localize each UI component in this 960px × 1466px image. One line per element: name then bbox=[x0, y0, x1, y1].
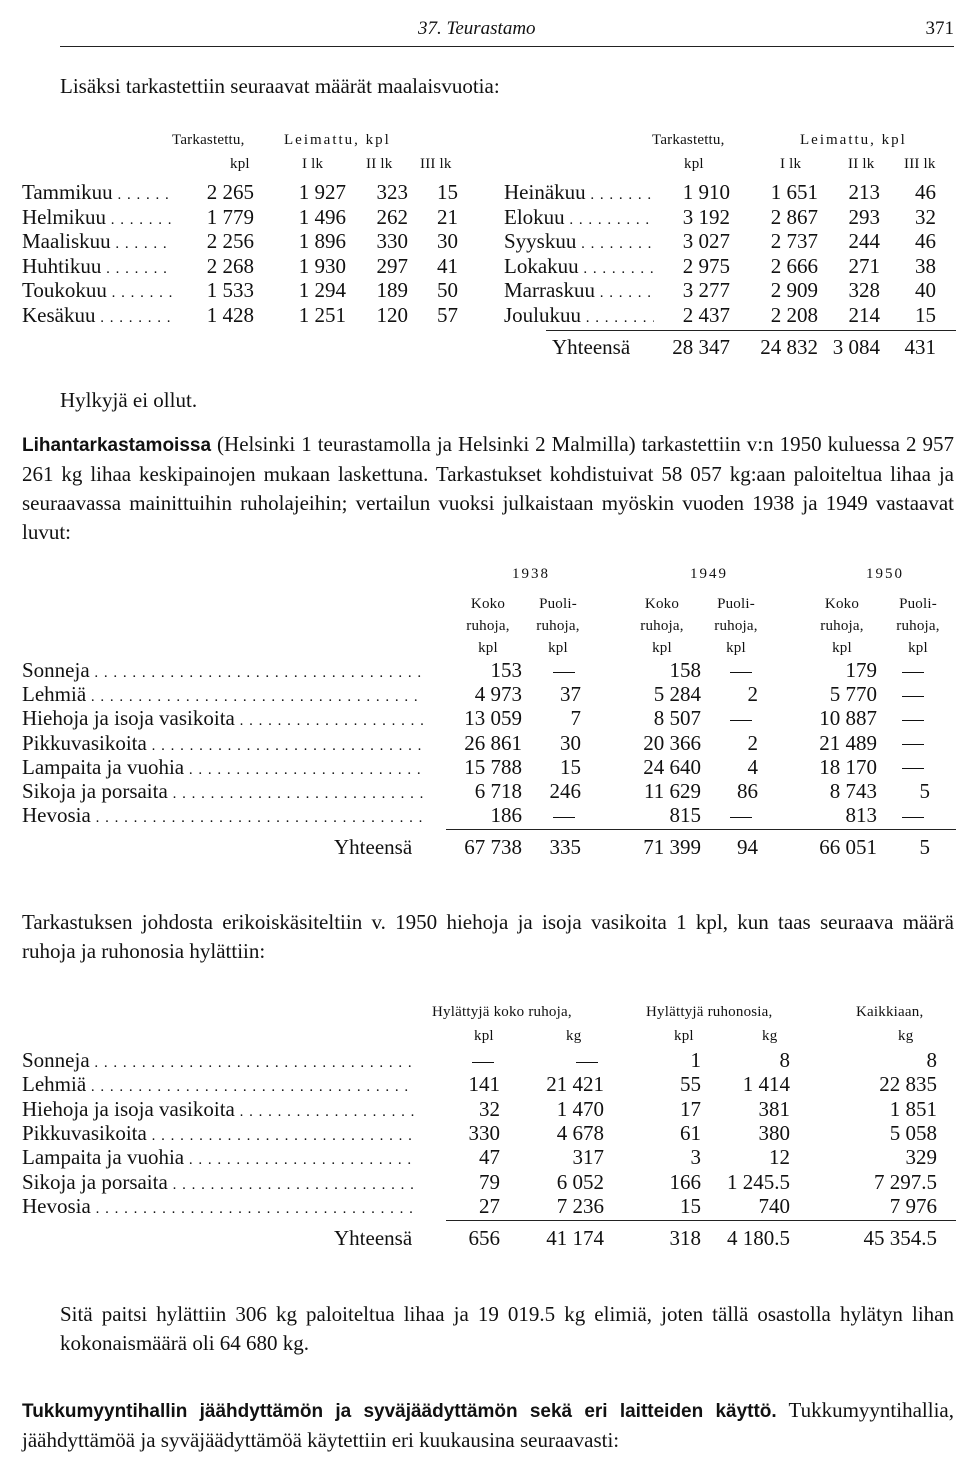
count-value bbox=[724, 658, 758, 683]
month-label: Elokuu . . . bbox=[504, 205, 654, 230]
column-header: kpl bbox=[726, 640, 746, 656]
category-label: Hevosia . . . bbox=[22, 1194, 414, 1219]
paragraph-body: Tukkumyyntihallia, jäähdyttämöä ja syväjäädyttämöä käytettiin eri kuukausina seuraavasti: bbox=[22, 1398, 954, 1452]
column-header: ruhoja, bbox=[466, 618, 510, 634]
unit-header: kpl bbox=[674, 1028, 694, 1044]
reject-value: 7 236 bbox=[556, 1193, 604, 1218]
rejected-table bbox=[0, 1000, 960, 1260]
count-value: 24 640 bbox=[643, 754, 701, 779]
month-label: Tammikuu . . . bbox=[22, 180, 172, 205]
grade3-value: 57 bbox=[437, 302, 458, 327]
cooling-paragraph bbox=[22, 1396, 954, 1455]
column-header: Koko bbox=[470, 596, 506, 612]
inspected-value: 3 277 bbox=[682, 278, 730, 302]
count-value: 7 bbox=[570, 706, 581, 731]
reject-value: 7 976 bbox=[889, 1193, 937, 1218]
column-subheader: kpl bbox=[684, 156, 704, 172]
intro-text: Lisäksi tarkastettiin seuraavat määrät maalaisvuotia: bbox=[60, 74, 500, 98]
category-label: Hevosia . . . bbox=[22, 803, 424, 828]
category-label: Lampaita ja vuohia . . . bbox=[22, 1145, 414, 1170]
count-value: 18 170 bbox=[819, 754, 877, 779]
category-label: Sikoja ja porsaita . . . bbox=[22, 1170, 414, 1195]
header-rule bbox=[60, 46, 954, 47]
reject-value: 12 bbox=[769, 1145, 790, 1170]
count-value: 21 489 bbox=[819, 730, 877, 755]
reject-value: 22 835 bbox=[879, 1072, 937, 1097]
total-rule bbox=[446, 1220, 956, 1221]
reject-value: 141 bbox=[468, 1072, 500, 1097]
grade1-value: 1 251 bbox=[298, 302, 346, 327]
column-header: kpl bbox=[548, 640, 568, 656]
column-header: kpl bbox=[652, 640, 672, 656]
grade1-value: 2 909 bbox=[770, 278, 818, 302]
month-label: Maaliskuu . . . bbox=[22, 229, 172, 254]
page-header bbox=[0, 0, 960, 58]
total-grade1: 24 832 bbox=[760, 335, 818, 359]
inspected-value: 3 027 bbox=[682, 229, 730, 253]
month-label: Toukokuu . . . bbox=[22, 278, 172, 303]
paragraph-body: (Helsinki 1 teurastamolla ja Helsinki 2 Malmilla) tarkastettiin v:n 1950 kuluessa 2 957 261 kg lihaa keskipainojen mukaan laskettuna. Tarkastukset kohdistuivat 58 057 kg:aan paloiteltua lihaa ja seuraavassa mainittuihin ruholajeihin; vertailun vuoksi julkaistaan myöskin vuoden 1938 ja 1949 vastaavat luvut: bbox=[22, 432, 954, 544]
count-value: 10 887 bbox=[819, 706, 877, 731]
count-value bbox=[547, 658, 581, 683]
month-label: Joulukuu . . . bbox=[504, 303, 654, 328]
category-label: Lampaita ja vuohia . . . bbox=[22, 755, 424, 780]
grade3-value: 15 bbox=[437, 180, 458, 204]
month-label: Kesäkuu . . . bbox=[22, 303, 172, 328]
category-label: Hiehoja ja isoja vasikoita . . . bbox=[22, 706, 424, 731]
column-subheader: III lk bbox=[420, 156, 452, 172]
reject-value: 166 bbox=[669, 1169, 701, 1194]
column-header: kpl bbox=[478, 640, 498, 656]
total-value: 71 399 bbox=[643, 835, 701, 860]
column-header: Puoli- bbox=[899, 596, 937, 612]
column-header: kpl bbox=[832, 640, 852, 656]
inspected-value: 1 779 bbox=[206, 204, 254, 229]
inspected-value: 1 428 bbox=[206, 302, 254, 327]
rejected-total-paragraph: Sitä paitsi hylättiin 306 kg paloiteltua lihaa ja 19 019.5 kg elimiä, joten tällä osastolla hylätyn lihan kokonaismäärä oli 64 680 kg. bbox=[60, 1302, 954, 1355]
grade3-value: 46 bbox=[915, 229, 936, 253]
reject-value: 3 bbox=[690, 1145, 701, 1170]
count-value: 158 bbox=[669, 658, 701, 682]
column-subheader: III lk bbox=[904, 156, 936, 172]
grade3-value: 15 bbox=[915, 302, 936, 327]
reject-value: 61 bbox=[680, 1120, 701, 1145]
count-value: 8 743 bbox=[829, 779, 877, 803]
column-header: ruhoja, bbox=[820, 618, 864, 634]
page-number: 371 bbox=[925, 18, 954, 39]
grade3-value: 46 bbox=[915, 180, 936, 204]
paragraph-heading: Lihantarkastamoissa bbox=[22, 435, 212, 456]
column-header: Tarkastettu, bbox=[172, 132, 245, 148]
count-value: 2 bbox=[747, 682, 758, 707]
count-value: 4 973 bbox=[474, 682, 522, 707]
reject-value bbox=[570, 1048, 604, 1073]
grade2-value: 330 bbox=[376, 229, 408, 253]
category-label: Lehmiä . . . bbox=[22, 682, 424, 707]
carcass-table bbox=[0, 566, 960, 866]
reject-value: 21 421 bbox=[546, 1072, 604, 1097]
count-value bbox=[896, 755, 930, 780]
total-value: 318 bbox=[669, 1226, 701, 1251]
total-grade2: 3 084 bbox=[832, 335, 880, 359]
total-label: Yhteensä bbox=[552, 335, 631, 359]
reject-value: 1 bbox=[690, 1048, 701, 1072]
count-value: 4 bbox=[747, 754, 758, 779]
reject-value: 1 470 bbox=[556, 1096, 604, 1121]
count-value: 26 861 bbox=[464, 730, 522, 755]
reject-value: 317 bbox=[572, 1145, 604, 1170]
total-value: 656 bbox=[468, 1226, 500, 1251]
total-value: 45 354.5 bbox=[863, 1226, 937, 1251]
grade1-value: 1 496 bbox=[298, 204, 346, 229]
count-value: 86 bbox=[737, 779, 758, 803]
count-value: 813 bbox=[845, 803, 877, 828]
total-value: 67 738 bbox=[464, 835, 522, 860]
count-value bbox=[896, 803, 930, 828]
count-value: 15 bbox=[560, 754, 581, 779]
grade2-value: 214 bbox=[848, 302, 880, 327]
year-header: 1938 bbox=[512, 566, 550, 582]
count-value bbox=[896, 731, 930, 756]
total-label: Yhteensä bbox=[334, 835, 413, 860]
column-subheader: I lk bbox=[780, 156, 802, 172]
count-value bbox=[724, 803, 758, 828]
column-header: Leimattu, kpl bbox=[800, 132, 907, 148]
reject-value: 381 bbox=[758, 1096, 790, 1121]
count-value: 20 366 bbox=[643, 730, 701, 755]
total-rule bbox=[446, 829, 956, 830]
count-value: 6 718 bbox=[474, 779, 522, 803]
grade1-value: 2 737 bbox=[770, 229, 818, 253]
column-subheader: I lk bbox=[302, 156, 324, 172]
total-value: 335 bbox=[549, 835, 581, 860]
inspected-value: 2 975 bbox=[682, 253, 730, 278]
count-value bbox=[896, 706, 930, 731]
reject-value: 329 bbox=[905, 1145, 937, 1170]
grade1-value: 2 208 bbox=[770, 302, 818, 327]
total-label: Yhteensä bbox=[334, 1226, 413, 1251]
reject-value: 32 bbox=[479, 1096, 500, 1121]
reject-value: 17 bbox=[680, 1096, 701, 1121]
month-label: Heinäkuu . . . bbox=[504, 180, 654, 205]
category-label: Lehmiä . . . bbox=[22, 1072, 414, 1097]
column-header: ruhoja, bbox=[714, 618, 758, 634]
column-header: ruhoja, bbox=[896, 618, 940, 634]
reject-value: 1 851 bbox=[889, 1096, 937, 1121]
grade1-value: 2 867 bbox=[770, 204, 818, 229]
count-value bbox=[724, 706, 758, 731]
grade2-value: 262 bbox=[376, 204, 408, 229]
count-value: 8 507 bbox=[653, 706, 701, 731]
inspected-value: 1 910 bbox=[682, 180, 730, 204]
count-value: 179 bbox=[845, 658, 877, 682]
grade1-value: 1 927 bbox=[298, 180, 346, 204]
category-label: Sikoja ja porsaita . . . bbox=[22, 779, 424, 804]
grade3-value: 30 bbox=[437, 229, 458, 253]
total-value: 4 180.5 bbox=[727, 1226, 790, 1251]
total-value: 5 bbox=[919, 835, 930, 860]
grade2-value: 213 bbox=[848, 180, 880, 204]
column-header: Puoli- bbox=[539, 596, 577, 612]
grade2-value: 189 bbox=[376, 278, 408, 302]
category-label: Hiehoja ja isoja vasikoita . . . bbox=[22, 1097, 414, 1122]
total-value: 66 051 bbox=[819, 835, 877, 860]
inspected-value: 2 265 bbox=[206, 180, 254, 204]
count-value: 15 788 bbox=[464, 754, 522, 779]
count-value: 186 bbox=[490, 803, 522, 828]
inspected-value: 2 268 bbox=[206, 253, 254, 278]
column-header: ruhoja, bbox=[640, 618, 684, 634]
hides-table bbox=[0, 128, 960, 358]
category-label: Pikkuvasikoita . . . bbox=[22, 731, 424, 756]
category-label: Sonneja . . . bbox=[22, 658, 424, 683]
reject-value: 55 bbox=[680, 1072, 701, 1097]
count-value: 37 bbox=[560, 682, 581, 707]
grade1-value: 1 896 bbox=[298, 229, 346, 253]
count-value: 815 bbox=[669, 803, 701, 828]
reject-value: 6 052 bbox=[556, 1169, 604, 1194]
grade2-value: 120 bbox=[376, 302, 408, 327]
grade3-value: 50 bbox=[437, 278, 458, 302]
column-header: Koko bbox=[824, 596, 860, 612]
grade1-value: 1 294 bbox=[298, 278, 346, 302]
year-header: 1949 bbox=[690, 566, 728, 582]
grade2-value: 293 bbox=[848, 204, 880, 229]
unit-header: kpl bbox=[474, 1028, 494, 1044]
count-value bbox=[547, 803, 581, 828]
count-value: 30 bbox=[560, 730, 581, 755]
reject-value: 330 bbox=[468, 1120, 500, 1145]
reject-value: 1 414 bbox=[742, 1072, 790, 1097]
count-value bbox=[896, 658, 930, 683]
grade2-value: 244 bbox=[848, 229, 880, 253]
grade1-value: 2 666 bbox=[770, 253, 818, 278]
total-rule bbox=[546, 330, 956, 331]
count-value: 13 059 bbox=[464, 706, 522, 731]
column-subheader: kpl bbox=[230, 156, 250, 172]
grade3-value: 38 bbox=[915, 253, 936, 278]
reject-value: 47 bbox=[479, 1145, 500, 1170]
count-value: 5 770 bbox=[829, 682, 877, 707]
column-header: ruhoja, bbox=[536, 618, 580, 634]
reject-value: 4 678 bbox=[556, 1120, 604, 1145]
paragraph-heading: Tukkumyyntihallin jäähdyttämön ja syväjäädyttämön sekä eri laitteiden käyttö. bbox=[22, 1401, 777, 1422]
count-value: 11 629 bbox=[644, 779, 701, 803]
inspected-value: 2 256 bbox=[206, 229, 254, 253]
grade1-value: 1 930 bbox=[298, 253, 346, 278]
count-value: 5 bbox=[919, 779, 930, 803]
column-header: Hylättyjä koko ruhoja, bbox=[432, 1004, 572, 1020]
reject-value: 740 bbox=[758, 1193, 790, 1218]
column-header: Tarkastettu, bbox=[652, 132, 725, 148]
grade3-value: 32 bbox=[915, 204, 936, 229]
reject-value: 1 245.5 bbox=[727, 1169, 790, 1194]
reject-value: 15 bbox=[680, 1193, 701, 1218]
month-label: Syyskuu . . . bbox=[504, 229, 654, 254]
reject-value bbox=[466, 1048, 500, 1073]
reject-value: 5 058 bbox=[889, 1120, 937, 1145]
reject-value: 380 bbox=[758, 1120, 790, 1145]
reject-value: 8 bbox=[926, 1048, 937, 1072]
total-inspected: 28 347 bbox=[672, 335, 730, 359]
month-label: Lokakuu . . . bbox=[504, 254, 654, 279]
grade3-value: 40 bbox=[915, 278, 936, 302]
column-header: kpl bbox=[908, 640, 928, 656]
running-title: 37. Teurastamo bbox=[418, 18, 536, 39]
inspection-paragraph bbox=[22, 430, 954, 547]
inspected-value: 1 533 bbox=[206, 278, 254, 302]
reject-value: 8 bbox=[779, 1048, 790, 1072]
count-value: 153 bbox=[490, 658, 522, 682]
unit-header: kg bbox=[762, 1028, 778, 1044]
unit-header: kg bbox=[898, 1028, 914, 1044]
count-value bbox=[896, 682, 930, 707]
count-value: 246 bbox=[549, 779, 581, 803]
inspected-value: 3 192 bbox=[682, 204, 730, 229]
year-header: 1950 bbox=[866, 566, 904, 582]
total-grade3: 431 bbox=[904, 335, 936, 359]
column-subheader: II lk bbox=[366, 156, 393, 172]
total-value: 41 174 bbox=[546, 1226, 604, 1251]
grade3-value: 21 bbox=[437, 204, 458, 229]
inspected-value: 2 437 bbox=[682, 302, 730, 327]
count-value: 5 284 bbox=[653, 682, 701, 707]
grade2-value: 271 bbox=[848, 253, 880, 278]
grade1-value: 1 651 bbox=[770, 180, 818, 204]
reject-value: 27 bbox=[479, 1193, 500, 1218]
category-label: Sonneja . . . bbox=[22, 1048, 414, 1073]
grade2-value: 297 bbox=[376, 253, 408, 278]
special-treatment-paragraph: Tarkastuksen johdosta erikoiskäsiteltiin v. 1950 hiehoja ja isoja vasikoita 1 kpl, kun taas seuraava määrä ruhoja ja ruhonosia hylättiin: bbox=[22, 910, 954, 963]
column-header: Puoli- bbox=[717, 596, 755, 612]
grade3-value: 41 bbox=[437, 253, 458, 278]
reject-value: 7 297.5 bbox=[874, 1169, 937, 1194]
grade2-value: 328 bbox=[848, 278, 880, 302]
total-value: 94 bbox=[737, 835, 758, 860]
column-header: Hylättyjä ruhonosia, bbox=[646, 1004, 773, 1020]
column-header: Leimattu, kpl bbox=[284, 132, 391, 148]
grade2-value: 323 bbox=[376, 180, 408, 204]
column-header: Koko bbox=[644, 596, 680, 612]
category-label: Pikkuvasikoita . . . bbox=[22, 1121, 414, 1146]
column-subheader: II lk bbox=[848, 156, 875, 172]
month-label: Marraskuu . . . bbox=[504, 278, 654, 303]
month-label: Huhtikuu . . . bbox=[22, 254, 172, 279]
column-header: Kaikkiaan, bbox=[856, 1004, 924, 1020]
no-rejects-text: Hylkyjä ei ollut. bbox=[60, 388, 198, 412]
unit-header: kg bbox=[566, 1028, 582, 1044]
reject-value: 79 bbox=[479, 1169, 500, 1194]
count-value: 2 bbox=[747, 730, 758, 755]
month-label: Helmikuu . . . bbox=[22, 205, 172, 230]
